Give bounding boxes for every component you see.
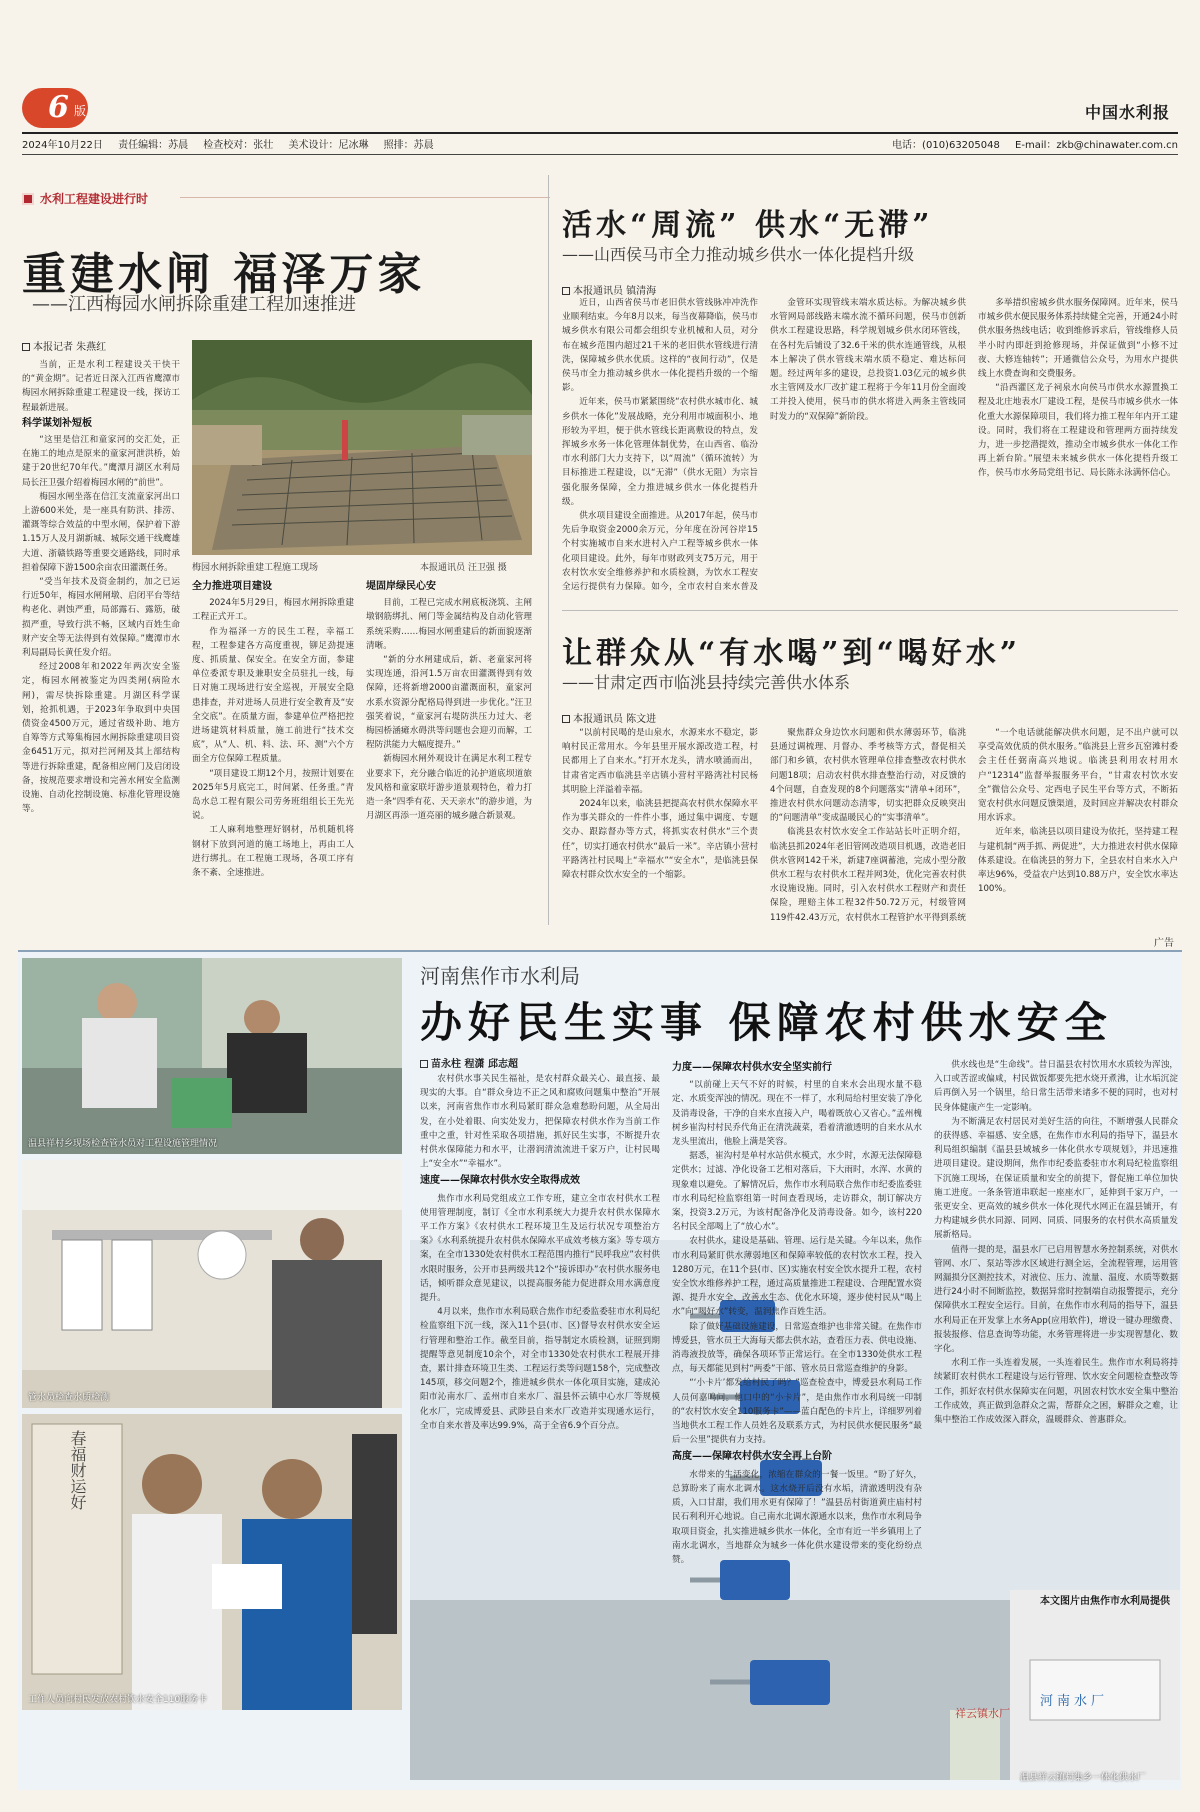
column-divider xyxy=(548,175,549,925)
article2-column1: 近日，山西省侯马市老旧供水管线脉冲冲洗作业顺利结束。今年8月以来，每当夜幕降临，侯马市城乡供水有限公司都会组织专业机械和人员，对分布在城乡范围内超过21千米的老旧供水管线进行清洗，保障城乡供水优质。这样的“夜间行动”，仅是侯马市全力推动城乡供水一体化提档升级的一个缩影。 近年来，侯马市紧紧围绕“农村供水城市化、城乡供水一体化”发展战略，充分利用市城面积小、地形较为平坦，便于供水管线长距离敷设的特点，发挥城乡水务一体化管理体制优势，在山西省、临汾市水利部门大力支持下，以“周流”（循环流转）为目标推进工程建设，以“无滞”（供水无阻）为宗旨强化服务保障，全力推进城乡供水一体化提档升级。 供水项目建设全面推进。从2017年起，侯马市先后争取资金2000余万元，分年度在汾河谷岸15个村实施城市自来水进村入户工程等城乡供水一体化项目建设。此外，每年市财政列支75万元，用于农村饮水安全维修养护和水质检测，为饮水工程安全运行提供有力保障。如今，全市农村自来水普及 xyxy=(562,298,758,593)
page-number: 6 xyxy=(48,90,69,125)
article1-subtitle: ——江西梅园水闸拆除重建工程加速推进 xyxy=(32,294,356,315)
byline-box-icon xyxy=(562,715,570,723)
ad-byline: 苗永柱 程潇 邱志超 xyxy=(420,1055,518,1070)
ad-photo4-caption: 温县祥云镇村集乡一体化供水厂 xyxy=(1020,1773,1147,1783)
construction-photo xyxy=(192,340,532,555)
masthead-rule xyxy=(22,132,1178,134)
info-bar xyxy=(22,136,1178,152)
article1-byline: 本报记者 朱燕红 xyxy=(22,338,106,353)
phone-number: 电话：(010)63205048 xyxy=(892,140,1000,151)
article3-title: 让群众从“有水喝”到“喝好水” xyxy=(562,636,1022,671)
article2-byline: 本报通讯员 镇清海 xyxy=(562,282,656,297)
ad-organization: 河南焦作市水利局 xyxy=(420,964,580,988)
ad-photo2-caption: 管水员检查水质检测 xyxy=(28,1393,110,1403)
article1-column3: 堤固岸绿民心安 目前，工程已完成水闸底板浇筑、主闸墩钢筋绑扎、闸门等金属结构及自动化管理系统采购……梅园水闸重建后的新面貌逐渐清晰。 “新的分水闸建成后，新、老童家河将实现连通，沿河1.5万亩农田灌溉得到有效保障，还将新增2000亩灌溉面积，童家河水系水资源分配格局得到进一步优化。”汪卫强笑着说，“童家河右堤防洪压力过大、老梅园桥涵瘫水碍洪等问题也会迎刃而解，工程防洪能力大幅度提升。” 新梅园水闸外观设计在满足水利工程专业要求下，充分融合临近的沁护道底坝道旅发风格和童家联圩游步道景观特色，着力打造一条“四季有花、天天亲水”的游步道，为月湖区再添一道亮丽的城乡融合新景观。 xyxy=(366,581,532,822)
page-number-badge xyxy=(22,88,88,128)
article-divider xyxy=(562,610,1178,611)
editor-credit: 责任编辑：苏晨 xyxy=(118,140,189,151)
construction-photo-caption: 梅园水闸拆除重建工程施工现场 xyxy=(192,563,319,573)
construction-photo-credit: 本报通讯员 汪卫强 摄 xyxy=(420,563,507,573)
article3-column3: “一个电话就能解决供水问题，足不出户就可以享受高效优质的供水服务。”临洮县上营乡瓦窑滩村委会主任任弼南高兴地说。临洮县利用农村用水户“12314”监督举报服务平台，“甘肃农村饮水安全”微信公众号、定西电子民生平台等方式，不断拓宽农村供水问题反馈渠道，及时回应并解决农村群众用水诉求。 近年来，临洮县以项目建设为依托，坚持建工程与建机制“两手抓、两促进”，大力推进农村供水保障体系建设。在临洮县的努力下，全县农村自来水入户率达96%，受益农户达到10.88万户，安全饮水率达100%。 xyxy=(978,728,1178,895)
article3-byline: 本报通讯员 陈文进 xyxy=(562,710,656,725)
article3-subtitle: ——甘肃定西市临洮县持续完善供水体系 xyxy=(562,673,851,692)
ad-photo-credit: 本文图片由焦作市水利局提供 xyxy=(1040,1596,1170,1607)
art-credit: 美术设计：尼冰琳 xyxy=(288,140,369,151)
byline-box-icon xyxy=(22,343,30,351)
water-plant-sign: 河南水厂 xyxy=(1040,1694,1109,1709)
article2-column3: 多举措织密城乡供水服务保障网。近年来，侯马市城乡供水便民服务体系持续健全完善，开通24小时供水服务热线电话；收到维修诉求后，管线维修人员半小时内即赶到抢修现场，并保证做到“小修不过夜、大修连轴转”；开通微信公众号，为用水户提供线上水费查询和交费服务。 “沿西灌区龙子祠泉水向侯马市供水水源置换工程及北庄地表水厂建设工程，是侯马市城乡供水一体化重大水源保障项目，我们将力推工程年年内开工建设。同时，我们将在工程建设和管理两方面持续发力，进一步挖潜提效，推动全市城乡供水一体化工作再上新台阶。”展望未来城乡供水一体化提档升级工作，侯马市水务局党组书记、局长陈永泳满怀信心。 xyxy=(978,298,1178,479)
ad-column3: 供水线也是“生命线”。昔日温县农村饮用水水质较为浑浊，入口或苦涩或偏咸，村民做饭都要先把水烧开煮沸，让水垢沉淀后再倒入另一个锅里，给日常生活带来诸多不便的同时，也对村民身体健康产生一定影响。 为不断满足农村居民对美好生活的向往，不断增强人民群众的获得感、幸福感、安全感，在焦作市水利局的指导下，温县水利局组织编制《温县县域城乡一体化供水专项规划》，并迅速推进项目建设。建设期间，焦作市纪委监委驻市水利局纪检监察组下沉施工现场，在保证质量和安全的前提下，督促施工单位加快施工进度。一条条管道串联起一座座水厂，延伸到千家万户，一张更安全、更高效的城乡供水一体化现代水网正在温县铺开，有力构建城乡供水同源、同网、同质、同服务的农村供水高质量发展新格局。 值得一提的是，温县水厂已启用智慧水务控制系统，对供水管网、水厂、泵站等涉水区域进行测全运，全流程管理，运用管网漏损分区测控技术，对液位、压力、流量、温度、水质等数据进行24小时不间断监控，数据异常时控制端自动报警提示，充分保障供水工程安全运行。目前，在焦作市水利局的指导下，温县水利局正在开发掌上水务App(应用软件)，增设一键办理缴费、报装报修、信息查询等功能，水务管理将进一步实现智慧化、数字化。 水利工作一头连着发展，一头连着民生。焦作市水利局将持续紧盯农村供水工程建设与运行管理、饮水安全问题检查整改等工作，抓好农村供水保障实在问题，巩固农村饮水安全集中整治工作成效，真正做到急群众之需，帮群众之困，解群众之难，让集中整治工作成效深入群众，温暖群众、普惠群众。 xyxy=(934,1060,1178,1426)
ad-title: 办好民生实事 保障农村供水安全 xyxy=(420,998,1113,1047)
article1-column1: 当前，正是水利工程建设关干快干的“黄金期”。记者近日深入江西省鹰潭市梅园水闸拆除重建工程建设一线，探访工程最新进展。 科学谋划补短板 “这里是信江和童家河的交汇处，正在施工的地点是原来的童家河泄洪桥，始建于20世纪70年代。”鹰潭月湖区水利局局长汪卫强介绍着梅园水闸的“前世”。 梅园水闸坐落在信江支流童家河出口上游600米处，是一座具有防洪、排涝、灌溉等综合效益的中型水闸，保护着下游1.15万人及月湖新城、城际交通干线鹰雄大道、浙赣铁路等重要交通路线，同时承担着保障下游1500余亩农田灌溉任务。 “受当年技术及资金制约，加之已运行近50年，梅园水闸闸墩、启闭平台等结构老化、剥蚀严重，局部露石、露筋，破损严重，导致行洪不畅，区域内百姓生命财产安全等无法得到有效保障。”鹰潭市水利局副局长黄任发介绍。 经过2008年和2022年两次安全鉴定，梅园水闸被鉴定为四类闸(病险水闸)，需尽快拆除重建。月湖区科学谋划，抢抓机遇，于2023年争取到中央国债资金4500万元，通过省级补助、地方自筹等方式筹集梅园水闸拆除重建项目资金6451万元，拟对拦河闸及其上部结构等进行拆除重建，配备相应闸门及启闭设备，按规范要求增设和完善水闸安全监测设施、自动化控制设施、标准化管理设施等。 xyxy=(22,360,180,815)
byline-box-icon xyxy=(420,1060,428,1068)
article2-column2: 金管环实现管线末端水质达标。为解决城乡供水管网局部线路末端水流不循环问题，侯马市创新供水工程建设思路，科学规划城乡供水闭环管线，在各村先后铺设了32.6千米的供水连通管线，从根本上解决了供水管线末端水质不稳定、难达标问题。经过两年多的建设，总投资1.03亿元的城乡供水主管网及水厂改扩建工程将于今年11月份全面竣工并投入使用，侯马市的供水将进入两条主管线同时发力的“双保障”新阶段。 xyxy=(770,298,966,422)
article3-column2: 聚焦群众身边饮水问题和供水薄弱环节，临洮县通过调梳理、月督办、季考核等方式，督促相关部门和乡镇，农村供水管理单位排查整改农村供水问题18项；启动农村供水排查整治行动，对反馈的4个问题，自查发现的8个问题落实“清单+闭环”，推进农村供水问题动态清零，切实把群众反映突出的“问题清单”变成温暖民心的“实事清单”。 临洮县农村饮水安全工作站站长叶正明介绍，临洮县抓2024年老旧管网改造项目机遇，改造老旧供水管网142千米，新建7座调蓄池，完成小型分散供水工程与农村供水工程并网3处，优化完善农村供水设施设施。同时，引入农村供水工程财产和责任保险，理赔主体工程32件50.72万元，村级管网119件42.43万元，农村供水工程管护水平得到系统 xyxy=(770,728,966,922)
paper-name: 中国水利报 xyxy=(1084,103,1170,122)
section-label: 水利工程建设进行时 xyxy=(40,192,149,206)
ad-label: 广告 xyxy=(1154,938,1174,949)
calligraphy-scroll: 春福财运好 xyxy=(68,1430,87,1510)
article1-column2: 全力推进项目建设 2024年5月29日，梅园水闸拆除重建工程正式开工。 作为福泽一方的民生工程，幸福工程，工程参建各方高度重视，铆足劲提速度、抓质量、保安全。在安全方面，参建单位委派专职及兼职安全员驻扎一线，每日对施工现场进行安全巡视，开展安全隐患排查，并对进场人员进行安全教育及“安全交底”。在质量方面，参建单位严格把控进场建筑材料质量，施工前进行“技术交底”，从“人、机、料、法、环、测”六个方面全方位保障工程质量。 “项目建设工期12个月，按照计划要在2025年5月底完工，时间紧、任务重。”青岛水总工程有限公司劳务班组组长王先光说。 工人麻利地整理好钢材，吊机随机将钢材下放到河道的施工场地上，再由工人进行绑扎。在工程施工现场，各项工序有条不紊、全速推进。 xyxy=(192,581,354,879)
layout-credit: 照排：苏晨 xyxy=(383,140,434,151)
proof-credit: 检查校对：张壮 xyxy=(203,140,274,151)
article3-column1: “以前村民喝的是山泉水，水源来水不稳定，影响村民正常用水。今年县里开展水源改造工程，村民都用上了自来水。”打开水龙头，清水喷涌而出，甘肃省定西市临洮县辛店镇小营村平路湾社村民杨其明脸上洋溢着幸福。 2024年以来，临洮县把提高农村供水保障水平作为事关群众的一件件小事，通过集中调度、专题交办、跟踪督办等方式，将抓实农村供水“三个责任”，切实打通农村供水“最后一米”。辛店镇小营村平路湾社村民喝上“幸福水”“安全水”，是临洮县保障农村群众饮水安全的一个缩影。 xyxy=(562,728,758,881)
article1-title: 重建水闸 福泽万家 xyxy=(22,249,426,300)
pump-station-sign: 祥云镇水厂 xyxy=(955,1707,1010,1720)
ad-photo3-caption: 工作人员向村民发放农村饮水安全110服务卡 xyxy=(28,1695,208,1705)
ad-column2: 力度——保障农村供水安全坚实前行 “以前碰上天气不好的时候，村里的自来水会出现水量不稳定、水质变浑浊的情况。现在不一样了，水利局给村里安装了净化及消毒设备，干净的自来水直接入户，喝着既放心又省心。”孟州槐树乡崔沟村村民乔代角正在清洗蔬菜，看着清澈透明的自来水从水龙头里流出，他脸上满是笑容。 据悉，崔沟村是单村水站供水模式，水少时，水源无法保障稳定供水；过滤、净化设备工艺相对落后，下大雨时，水浑、水黄的现象难以避免。了解情况后，焦作市水利局联合焦作市纪委监委驻市水利局纪检监察组第一时间查看现场，走访群众，制订解决方案，投资3.2万元，为该村配备净化及消毒设备。如今，该村220名村民全部喝上了“放心水”。 农村供水，建设是基础、管理、运行是关键。今年以来，焦作市水利局紧盯供水薄弱地区和保障率较低的农村饮水工程，投入1280万元，在11个县(市、区)实施农村安全饮水提升工程，农村安全饮水维修养护工程，通过高质量推进工程建设、合理配置水资源、提升水安全、改善水生态、优化水环境，逐步使村民从“喝上水”向“喝好水”转变，温润焦作百姓生活。 除了做好基础设施建设，日常巡查维护也非常关键。在焦作市博爱县，管水员王大海每天都去供水站，查看压力表、供电设施、消毒液投放等，确保各项环节正常运行。在全市1330处供水工程点，每天都能见到村“两委”干部、管水员日常巡查维护的身影。 “‘小卡片’都发给村民了吗？”巡查检查中，博爱县水利局工作人员何嘉鸣问。他口中的“小卡片”，是由焦作市水利局统一印制的“农村饮水安全110服务卡”——蓝白配色的卡片上，详细罗列着当地供水工程工作人员姓名及联系方式，为村民供水便民服务“最后一公里”提供有力支持。 高度——保障农村供水安全再上台阶 水带来的生活变化，浓缩在群众的一餐一饭里。“盼了好久，总算盼来了南水北调水。这水烧开后没有水垢，清澈透明没有杂质，入口甘甜，我们用水更有保障了！”温县岳村街道黄庄庙村村民石利利开心地说。自己南水北调水源通水以来，焦作市水利局争取项目资金，扎实推进城乡供水一体化，全市有近一半乡镇用上了南水北调水，当地群众为城乡一体化供水建设带来的变化纷纷点赞。 xyxy=(672,1062,922,1565)
email-address: E-mail：zkb@chinawater.com.cn xyxy=(1015,140,1178,151)
section-tag xyxy=(22,190,148,207)
section-line xyxy=(180,197,550,198)
article2-subtitle: ——山西侯马市全力推动城乡供水一体化提档升级 xyxy=(562,245,915,264)
byline-box-icon xyxy=(562,287,570,295)
issue-date: 2024年10月22日 xyxy=(22,140,103,151)
ad-photo-water-test xyxy=(22,1160,402,1408)
section-square-icon xyxy=(22,193,34,205)
ad-photo1-caption: 温县祥村乡现场检查管水员对工程设施管理情况 xyxy=(28,1139,218,1149)
info-rule xyxy=(22,154,1178,155)
page-suffix: 版 xyxy=(74,104,87,118)
ad-column1: 农村供水事关民生福祉，是农村群众最关心、最直接、最现实的大事。自“群众身边不正之风和腐败问题集中整治”开展以来，河南省焦作市水利局紧盯群众急难愁盼问题，从全局出发，在小处着眼、向实处发力，把保障农村供水作为当前工作重中之重，针对性采取各项措施，抓好民生实事，不断提升农村供水保障能力和水平，让潜润清流流进千家万户，让村民喝上“安全水”“幸福水”。 速度——保障农村供水安全取得成效 焦作市水利局党组成立工作专班，建立全市农村供水工程使用管理制度，制订《全市水利系统大力提升农村供水保障水平工作方案》《农村供水工程环境卫生及运行状况专项整治方案》《水利系统提升农村供水保障水平成效考核方案》等专项方案，在全市1330处农村供水工程范围内推行“民呼我应”农村供水限时服务，公开市县两级共12个“接诉即办”农村供水服务电话，倾听群众意见建议，以提高服务能力促进群众用水满意度提升。 4月以来，焦作市水利局联合焦作市纪委监委驻市水利局纪检监察组下沉一线，深入11个县(市、区)督导农村供水安全运行管理和整治工作。截至目前，指导制定水质检测，证照到期提醒等意见制度10余个，对全市1330处农村供水工程展开排查，累计排查环境卫生类、工程运行类等问题158个，完成整改145项，移交问题2个，推进城乡供水一体化项目实施，建成沁阳市沁南水厂、孟州市自来水厂、温县怀云镇中心水厂等规模化水厂，完成博爱县、武陟县自来水厂改造并实现通水运行，全市自来水普及率达99.9%，高于全省6.9个百分点。 xyxy=(420,1074,660,1431)
article2-title: 活水“周流” 供水“无滞” xyxy=(562,208,934,243)
ad-photo-inspection xyxy=(22,958,402,1154)
